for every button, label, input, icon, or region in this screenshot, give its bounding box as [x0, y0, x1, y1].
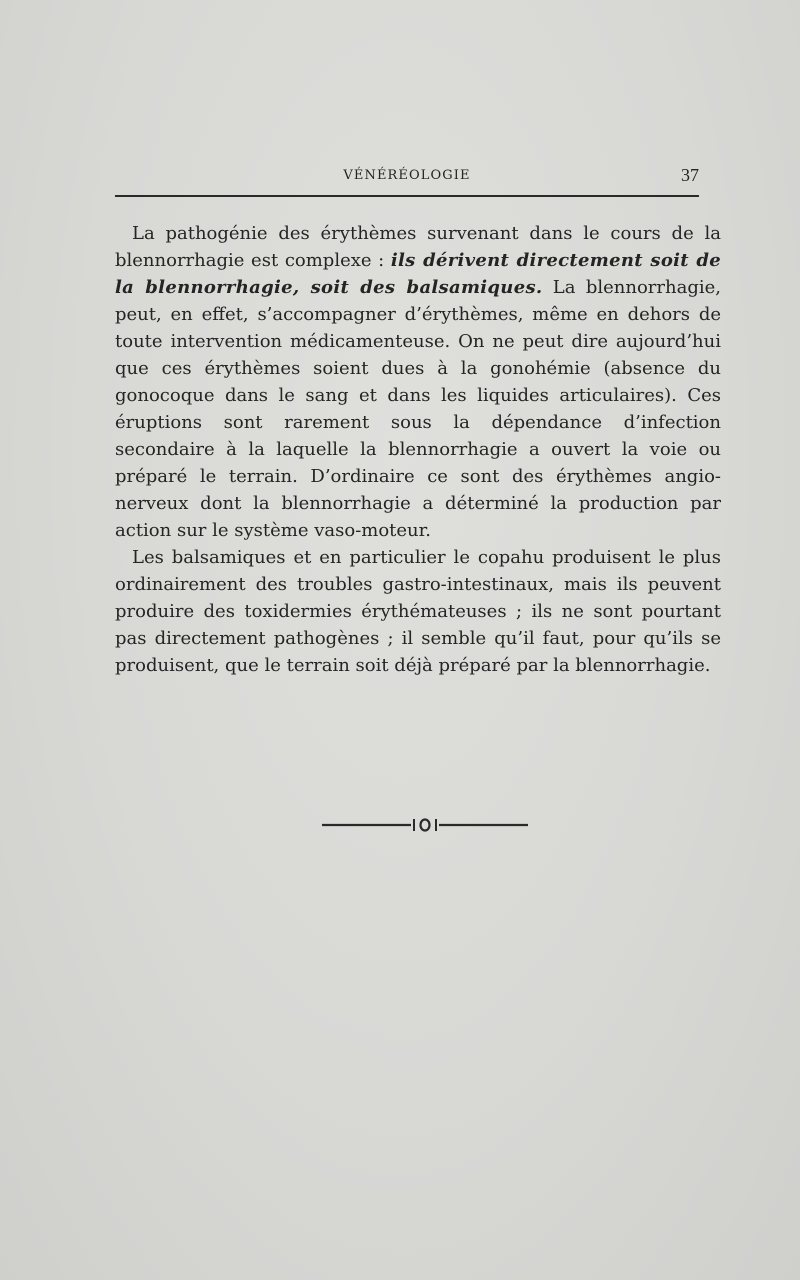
paragraph-lead: La pathogénie des érythèmes survenant dans le cours de la blennorrhagie est complexe :: [115, 223, 721, 271]
page-number: 37: [681, 165, 699, 185]
running-title: VÉNÉRÉOLOGIE: [343, 168, 471, 183]
body-text: [115, 220, 721, 679]
paragraph-pathogenie: [115, 220, 721, 544]
running-header: [115, 165, 699, 191]
emphasized-phrase: ils dérivent directement soit de la blennorrhagie, soit des balsamiques.: [115, 250, 721, 298]
rule-ornament-icon: [322, 814, 528, 836]
header-rule: [115, 195, 699, 197]
paragraph-balsamiques: Les balsamiques et en particulier le copahu produisent le plus ordinairement des troubles gastro-intestinaux, mais ils peuvent produire des toxidermies érythémateuses ; ils ne sont pourtant pas directement pathogènes ; il semble qu’il faut, pour qu’ils se produisent, que le terrain soit déjà préparé par la blennorrhagie.: [115, 547, 721, 676]
paragraph-rest: La blennorrhagie, peut, en effet, s’accompagner d’érythèmes, même en dehors de toute intervention médicamenteuse. On ne peut dire aujourd’hui que ces érythèmes soient dues à la gonohémie (absence du gonocoque dans le sang et dans les liquides articulaires). Ces éruptions sont rarement sous la dépendance d’infection secondaire à la laquelle la blennorrhagie a ouvert la voie ou préparé le terrain. D’ordinaire ce sont des érythèmes angio-nerveux dont la blennorrhagie a déterminé la production par action sur le système vaso-moteur.: [115, 277, 721, 541]
